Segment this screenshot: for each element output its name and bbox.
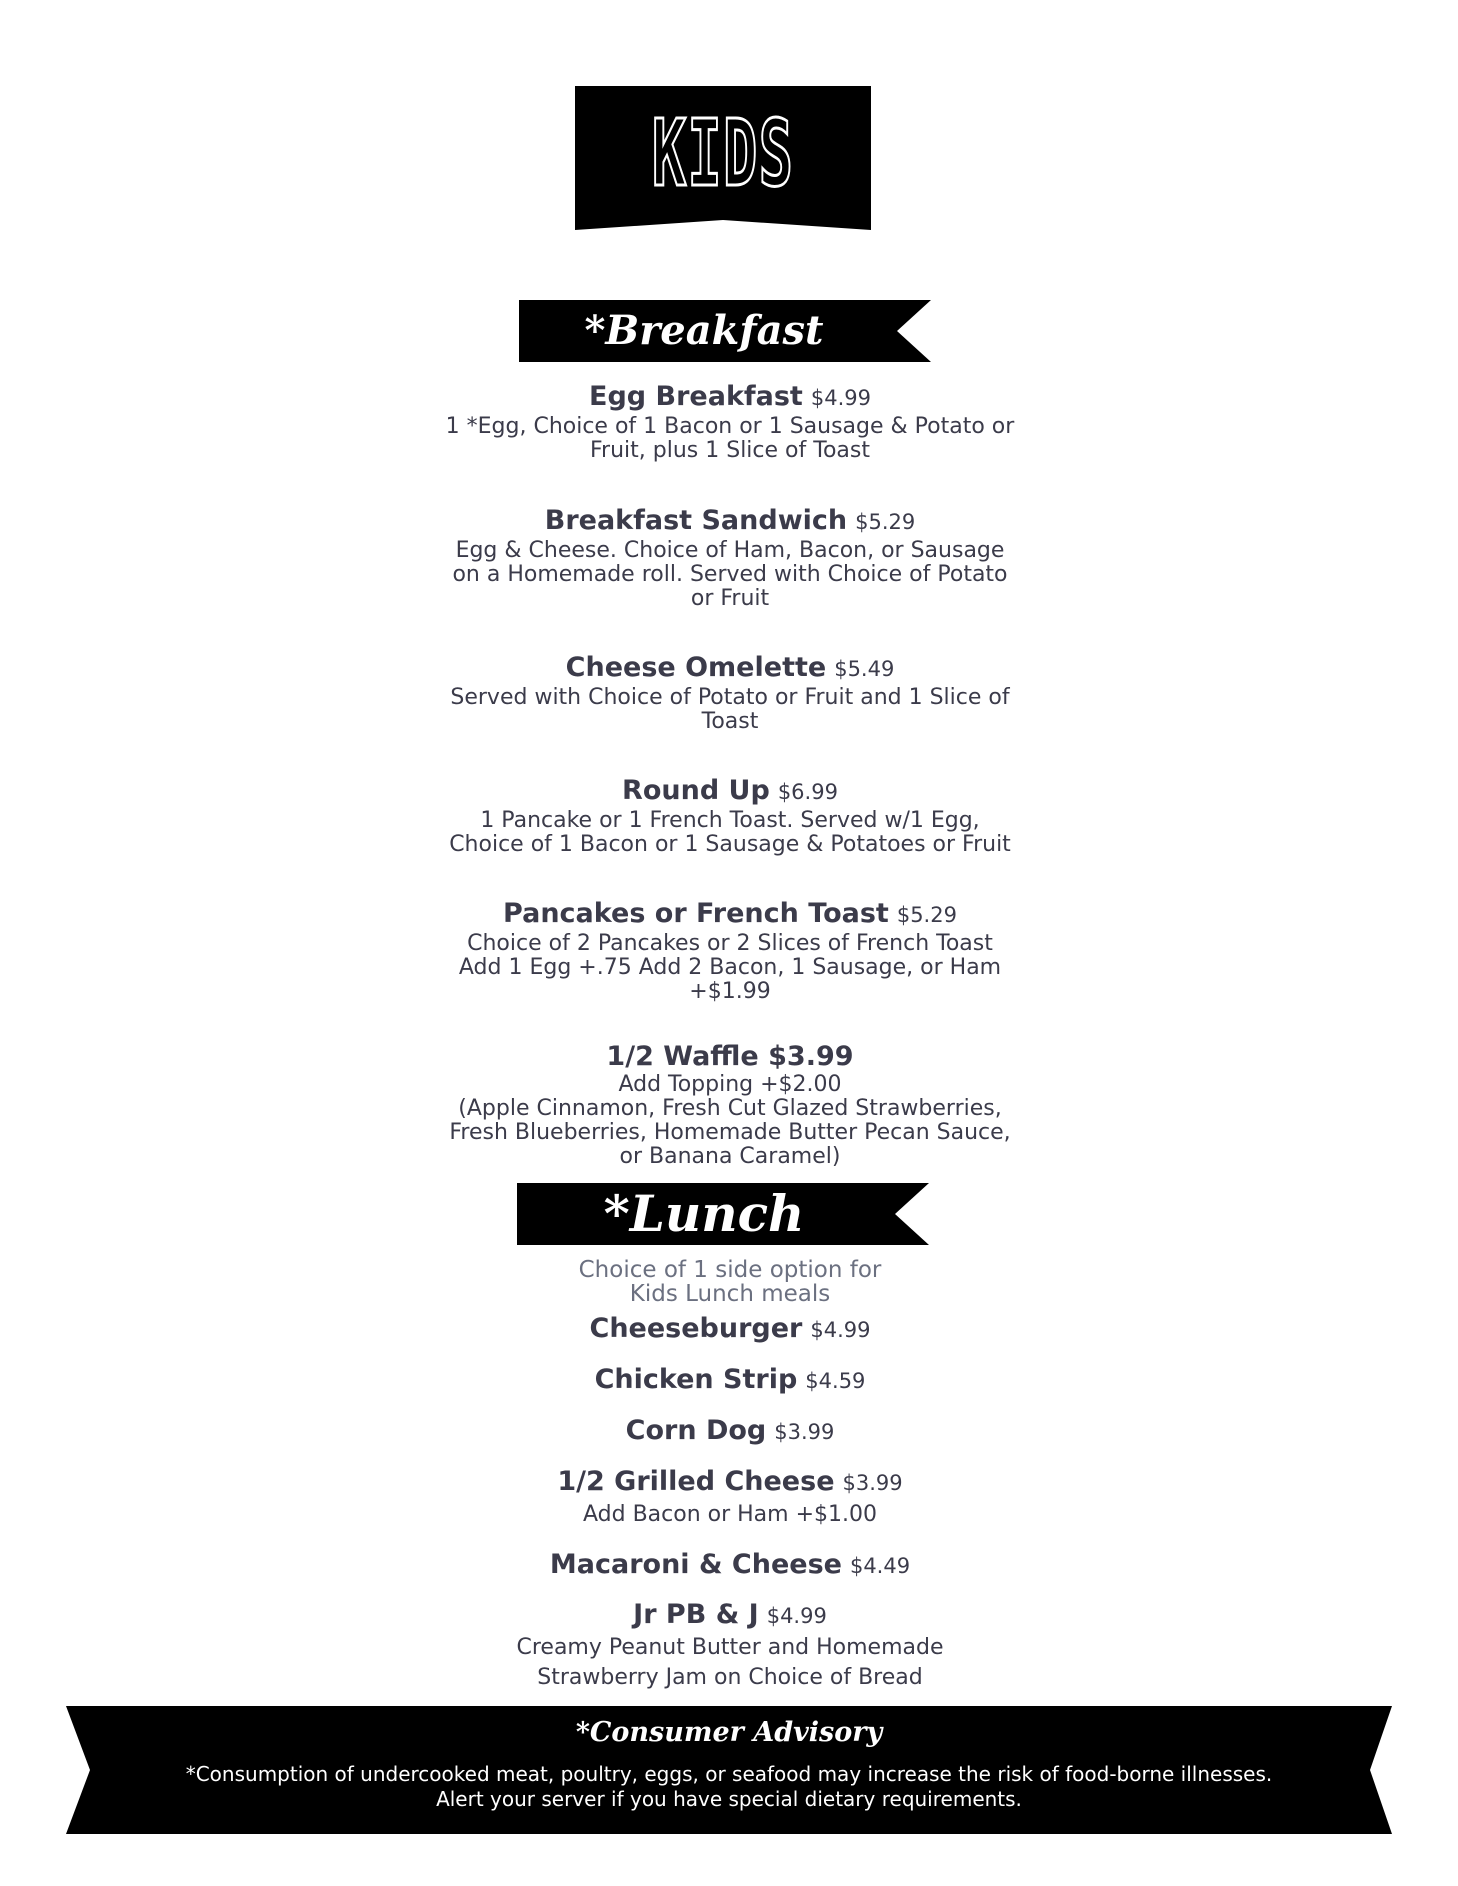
item-price: $4.49 <box>849 1554 911 1578</box>
advisory-text-line: *Consumption of undercooked meat, poultry, eggs, or seafood may increase the risk of food-borne illnesses. <box>185 1762 1273 1786</box>
menu-item-grilled-cheese <box>400 1465 1060 1530</box>
item-name: 1/2 Waffle $3.99 <box>606 1041 854 1072</box>
item-desc-line: Strawberry Jam on Choice of Bread <box>537 1665 923 1690</box>
item-desc-line: +$1.99 <box>689 979 771 1004</box>
item-desc-line: Egg & Cheese. Choice of Ham, Bacon, or Sausage <box>455 538 1005 563</box>
item-desc-line: Served with Choice of Potato or Fruit and 1 Slice of <box>450 685 1010 710</box>
item-desc-line: Fresh Blueberries, Homemade Butter Pecan Sauce, <box>449 1120 1011 1145</box>
item-desc-line: 1 *Egg, Choice of 1 Bacon or 1 Sausage & Potato or <box>445 414 1015 439</box>
menu-item-half-waffle <box>400 1041 1060 1169</box>
item-price: $4.59 <box>805 1369 866 1393</box>
menu-item-jr-pbj <box>400 1598 1060 1693</box>
menu-item-pancakes-french-toast <box>400 897 1060 1004</box>
item-desc-line: 1 Pancake or 1 French Toast. Served w/1 Egg, <box>480 808 980 833</box>
item-price: $5.29 <box>855 510 916 534</box>
lunch-section-ribbon <box>517 1183 929 1245</box>
item-desc-line: or Banana Caramel) <box>619 1144 841 1169</box>
item-price: $6.99 <box>777 780 838 804</box>
item-price: $3.99 <box>774 1420 835 1444</box>
item-name: Pancakes or French Toast <box>503 898 889 929</box>
item-desc-line: Creamy Peanut Butter and Homemade <box>516 1635 944 1660</box>
menu-item-corn-dog <box>400 1414 1060 1449</box>
kids-header-banner <box>575 86 871 230</box>
item-desc-line: Fruit, plus 1 Slice of Toast <box>590 438 870 463</box>
advisory-text-line: Alert your server if you have special dietary requirements. <box>436 1787 1022 1811</box>
item-name: Cheeseburger <box>589 1313 803 1344</box>
breakfast-heading: *Breakfast <box>584 307 824 354</box>
item-desc-line: on a Homemade roll. Served with Choice of Potato <box>452 562 1008 587</box>
item-price: $3.99 <box>842 1471 903 1495</box>
item-name: Breakfast Sandwich <box>544 505 848 536</box>
advisory-title: *Consumer Advisory <box>575 1717 883 1748</box>
item-desc-line: or Fruit <box>690 586 770 611</box>
item-price: $4.99 <box>766 1604 827 1628</box>
consumer-advisory-banner <box>66 1706 1392 1834</box>
item-desc-line: (Apple Cinnamon, Fresh Cut Glazed Strawberries, <box>458 1096 1002 1121</box>
menu-item-macaroni-cheese <box>400 1548 1060 1583</box>
item-desc-line: Choice of 2 Pancakes or 2 Slices of French Toast <box>467 931 993 956</box>
item-price: $5.29 <box>896 903 957 927</box>
item-name: Round Up <box>622 775 770 806</box>
item-name: Jr PB & J <box>633 1599 759 1630</box>
item-desc-line: Choice of 1 Bacon or 1 Sausage & Potatoes or Fruit <box>449 832 1011 857</box>
menu-item-cheeseburger <box>400 1312 1060 1347</box>
lunch-note-line: Choice of 1 side option for <box>578 1257 882 1283</box>
item-name: 1/2 Grilled Cheese <box>557 1466 835 1497</box>
menu-item-round-up <box>400 774 1060 857</box>
item-desc-line: Toast <box>701 709 759 734</box>
item-name: Egg Breakfast <box>589 381 803 412</box>
lunch-note-line: Kids Lunch meals <box>629 1281 831 1307</box>
page-title: KIDS <box>651 100 795 207</box>
item-price: $4.99 <box>810 1318 871 1342</box>
menu-item-breakfast-sandwich <box>400 504 1060 611</box>
item-name: Chicken Strip <box>594 1364 798 1395</box>
lunch-heading: *Lunch <box>603 1184 805 1243</box>
item-desc-line: Add Bacon or Ham +$1.00 <box>582 1502 877 1527</box>
breakfast-section-ribbon <box>519 300 931 362</box>
item-name: Cheese Omelette <box>565 652 827 683</box>
menu-item-cheese-omelette <box>400 651 1060 734</box>
menu-item-egg-breakfast <box>400 380 1060 463</box>
item-price: $5.49 <box>834 657 895 681</box>
item-name: Macaroni & Cheese <box>549 1549 842 1580</box>
menu-item-chicken-strip <box>400 1363 1060 1398</box>
lunch-side-note <box>400 1258 1060 1306</box>
item-desc-line: Add Topping +$2.00 <box>618 1072 842 1097</box>
item-name: Corn Dog <box>625 1415 767 1446</box>
item-price: $4.99 <box>810 386 871 410</box>
item-desc-line: Add 1 Egg +.75 Add 2 Bacon, 1 Sausage, or Ham <box>458 955 1002 980</box>
